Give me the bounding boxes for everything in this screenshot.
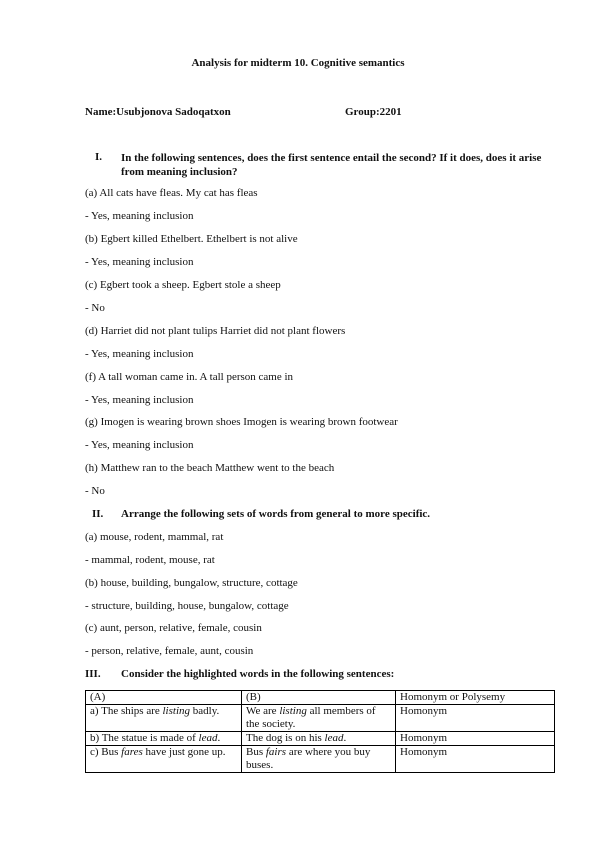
text-fragment: Bus <box>246 746 266 758</box>
section-1-line: - Yes, meaning inclusion <box>85 210 194 222</box>
table-header-cell: (B) <box>242 691 396 705</box>
text-fragment: . <box>343 732 347 744</box>
section-1-line: - Yes, meaning inclusion <box>85 256 194 268</box>
table-cell-sentence-a <box>86 746 242 773</box>
document-title: Analysis for midterm 10. Cognitive semantics <box>191 57 405 69</box>
table-row <box>86 705 555 732</box>
section-1-heading: In the following sentences, does the first sentence entail the second? If it does, does it arise from meaning inclusion? <box>121 152 542 178</box>
table-cell-answer: Homonym <box>396 705 555 732</box>
highlighted-word: lead <box>198 732 218 744</box>
section-1-line: (c) Egbert took a sheep. Egbert stole a sheep <box>85 279 281 291</box>
section-2-line: (a) mouse, rodent, mammal, rat <box>85 531 224 543</box>
student-name: Name:Usubjonova Sadoqatxon <box>85 106 231 118</box>
text-fragment: . <box>217 732 221 744</box>
section-1-line: - Yes, meaning inclusion <box>85 394 194 406</box>
text-fragment: badly. <box>190 705 220 717</box>
section-1-line: - No <box>85 302 105 314</box>
text-fragment: have just gone up. <box>142 746 226 758</box>
highlighted-word: fares <box>121 746 143 758</box>
text-fragment: b) The statue is made of <box>90 732 199 744</box>
highlighted-word: listing <box>162 705 191 717</box>
highlighted-word: fairs <box>265 746 287 758</box>
section-1-line: (g) Imogen is wearing brown shoes Imogen is wearing brown footwear <box>85 416 398 428</box>
table-cell-sentence-a <box>86 732 242 746</box>
table-cell-answer: Homonym <box>396 732 555 746</box>
table-cell-answer: Homonym <box>396 746 555 773</box>
table-header-cell: Homonym or Polysemy <box>396 691 555 705</box>
highlighted-word: lead <box>324 732 344 744</box>
table-cell-sentence-b <box>242 705 396 732</box>
table-row <box>86 732 555 746</box>
section-3-heading: Consider the highlighted words in the following sentences: <box>121 668 395 680</box>
section-1-line: (f) A tall woman came in. A tall person came in <box>85 371 294 383</box>
table-cell-sentence-b <box>242 746 396 773</box>
student-group: Group:2201 <box>345 106 402 118</box>
section-1-line: - Yes, meaning inclusion <box>85 348 194 360</box>
section-1-line: - Yes, meaning inclusion <box>85 439 194 451</box>
section-2-line: - mammal, rodent, mouse, rat <box>85 554 215 566</box>
section-2-number: II. <box>92 508 104 520</box>
section-1-number: I. <box>95 151 103 163</box>
highlighted-word: listing <box>279 705 307 717</box>
table-cell-sentence-a <box>86 705 242 732</box>
table-header-cell: (A) <box>86 691 242 705</box>
section-2-line: - person, relative, female, aunt, cousin <box>85 645 254 657</box>
section-2-heading: Arrange the following sets of words from general to more specific. <box>121 508 431 520</box>
text-fragment: a) The ships are <box>90 705 163 717</box>
section-1-line: (h) Matthew ran to the beach Matthew went to the beach <box>85 462 335 474</box>
text-fragment: all members of the society. <box>246 705 376 730</box>
table-header-row <box>86 691 555 705</box>
section-3-number: III. <box>85 668 101 680</box>
table-row <box>86 746 555 773</box>
section-1-line: (d) Harriet did not plant tulips Harriet did not plant flowers <box>85 325 346 337</box>
table-cell-sentence-b <box>242 732 396 746</box>
text-fragment: We are <box>246 705 280 717</box>
section-1-line: (a) All cats have fleas. My cat has fleas <box>85 187 258 199</box>
homonym-polysemy-table <box>85 690 555 773</box>
text-fragment: The dog is on his <box>246 732 325 744</box>
section-2-line: (b) house, building, bungalow, structure, cottage <box>85 577 298 589</box>
section-2-line: (c) aunt, person, relative, female, cousin <box>85 622 262 634</box>
text-fragment: are where you buy buses. <box>246 746 371 771</box>
text-fragment: c) Bus <box>90 746 122 758</box>
section-1-line: - No <box>85 485 105 497</box>
section-2-line: - structure, building, house, bungalow, cottage <box>85 600 289 612</box>
section-1-line: (b) Egbert killed Ethelbert. Ethelbert is not alive <box>85 233 298 245</box>
